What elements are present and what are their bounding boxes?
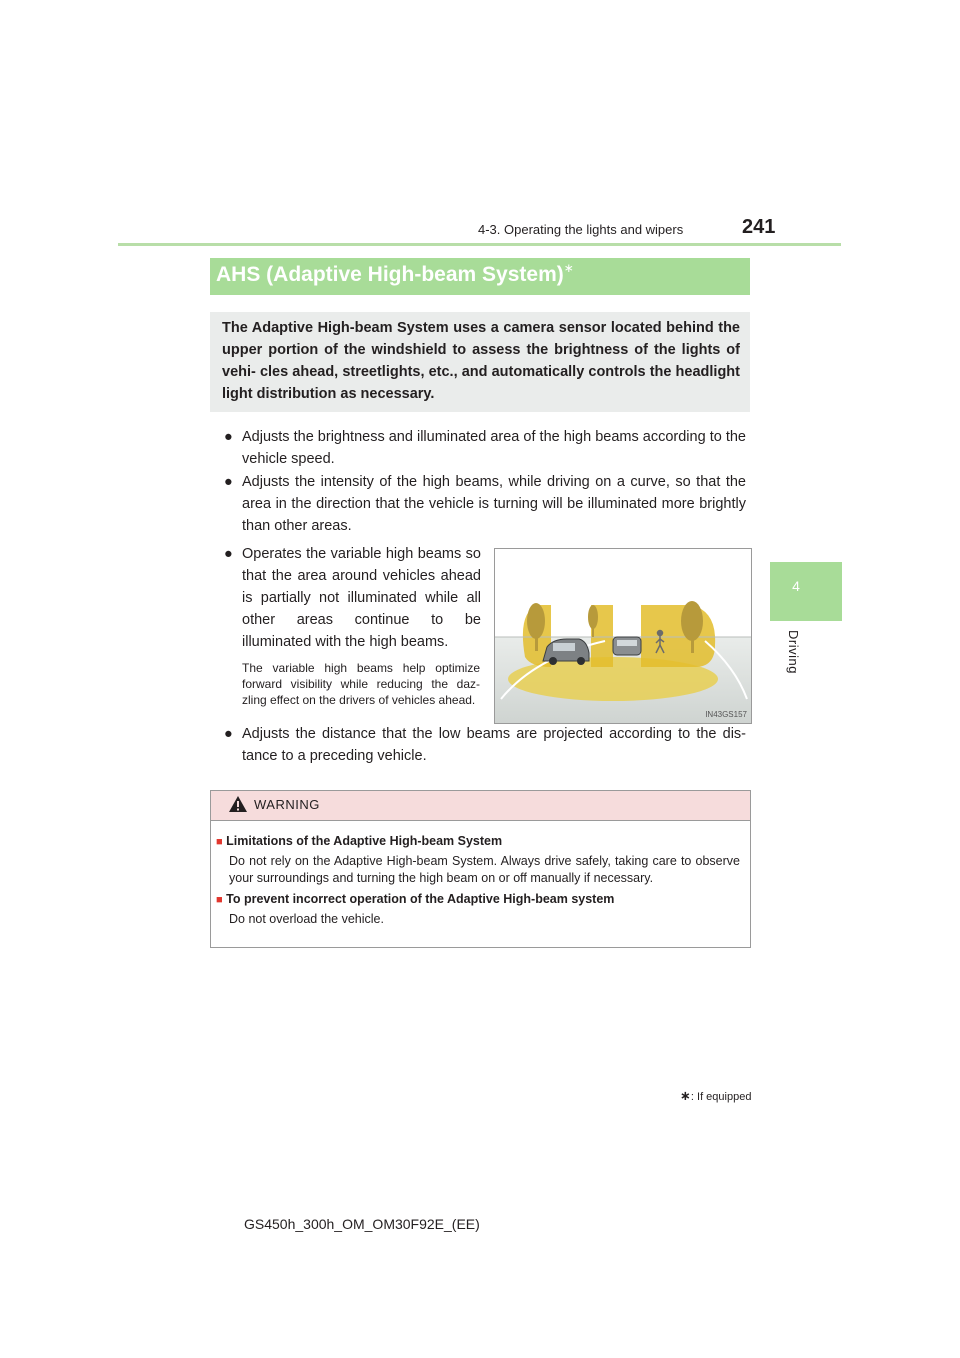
bullet-note: The variable high beams help optimize forward visibility while reducing the daz- zling effect on the drivers of vehicles ahead. <box>242 661 480 707</box>
warning-item-title-row <box>216 892 740 906</box>
warning-item-title: To prevent incorrect operation of the Adaptive High-beam system <box>226 892 615 906</box>
bullet-symbol: ● <box>224 546 233 562</box>
bullet-symbol: ● <box>224 429 233 445</box>
page-title-text: AHS (Adaptive High-beam System) <box>216 263 564 286</box>
page-title <box>216 263 574 287</box>
intro-text: The Adaptive High-beam System uses a camera sensor located behind the upper portion of the windshield to assess the brightness of the lights of vehi- cles ahead, streetlights, etc., and automatically controls the headlight light distribution as necessary. <box>222 320 740 402</box>
header-rule <box>118 243 841 246</box>
warning-item <box>216 892 740 928</box>
warning-item <box>216 834 740 887</box>
footnote-text: : If equipped <box>690 1091 752 1103</box>
page-number: 241 <box>742 216 776 238</box>
chapter-number: 4 <box>792 578 800 594</box>
bullet-item <box>224 471 746 537</box>
document-code: GS450h_300h_OM_OM30F92E_(EE) <box>244 1216 480 1232</box>
bullet-text: Adjusts the distance that the low beams are projected according to the dis- tance to a preceding vehicle. <box>242 726 746 764</box>
equipped-marker: ∗ <box>563 261 574 275</box>
warning-triangle-icon <box>228 795 248 813</box>
footnote <box>680 1088 751 1104</box>
bullet-item <box>224 723 746 767</box>
bullet-item <box>224 426 746 470</box>
warning-item-body: Do not rely on the Adaptive High-beam System. Always drive safely, taking care to observe your surroundings and turning the high beam on or off manually if necessary. <box>229 854 740 885</box>
warning-title: WARNING <box>254 797 320 812</box>
ahs-illustration-art <box>495 549 751 723</box>
bullet-text: Adjusts the intensity of the high beams, while driving on a curve, so that the area in the direction that the vehicle is turning will be illuminated more brightly than other areas. <box>242 474 746 534</box>
warning-item-title: Limitations of the Adaptive High-beam System <box>226 834 503 848</box>
footnote-marker: ∗ <box>680 1088 691 1103</box>
warning-item-body: Do not overload the vehicle. <box>229 912 384 926</box>
bullet-symbol: ● <box>224 726 233 742</box>
bullet-symbol: ● <box>224 474 233 490</box>
ahs-illustration <box>494 548 752 724</box>
chapter-label: Driving <box>786 630 801 674</box>
bullet-text: Operates the variable high beams so that the area around vehicles ahead is partially not illuminated while all other areas continue to be illuminated with the high beams. <box>242 546 481 650</box>
bullet-item <box>224 543 481 653</box>
warning-item-title-row <box>216 834 740 848</box>
warning-item-marker: ■ <box>216 836 223 848</box>
bullet-text: Adjusts the brightness and illuminated area of the high beams according to the vehicle speed. <box>242 429 746 467</box>
section-heading: 4-3. Operating the lights and wipers <box>478 222 684 237</box>
warning-item-marker: ■ <box>216 894 223 906</box>
figure-code: IN43GS157 <box>705 710 747 719</box>
